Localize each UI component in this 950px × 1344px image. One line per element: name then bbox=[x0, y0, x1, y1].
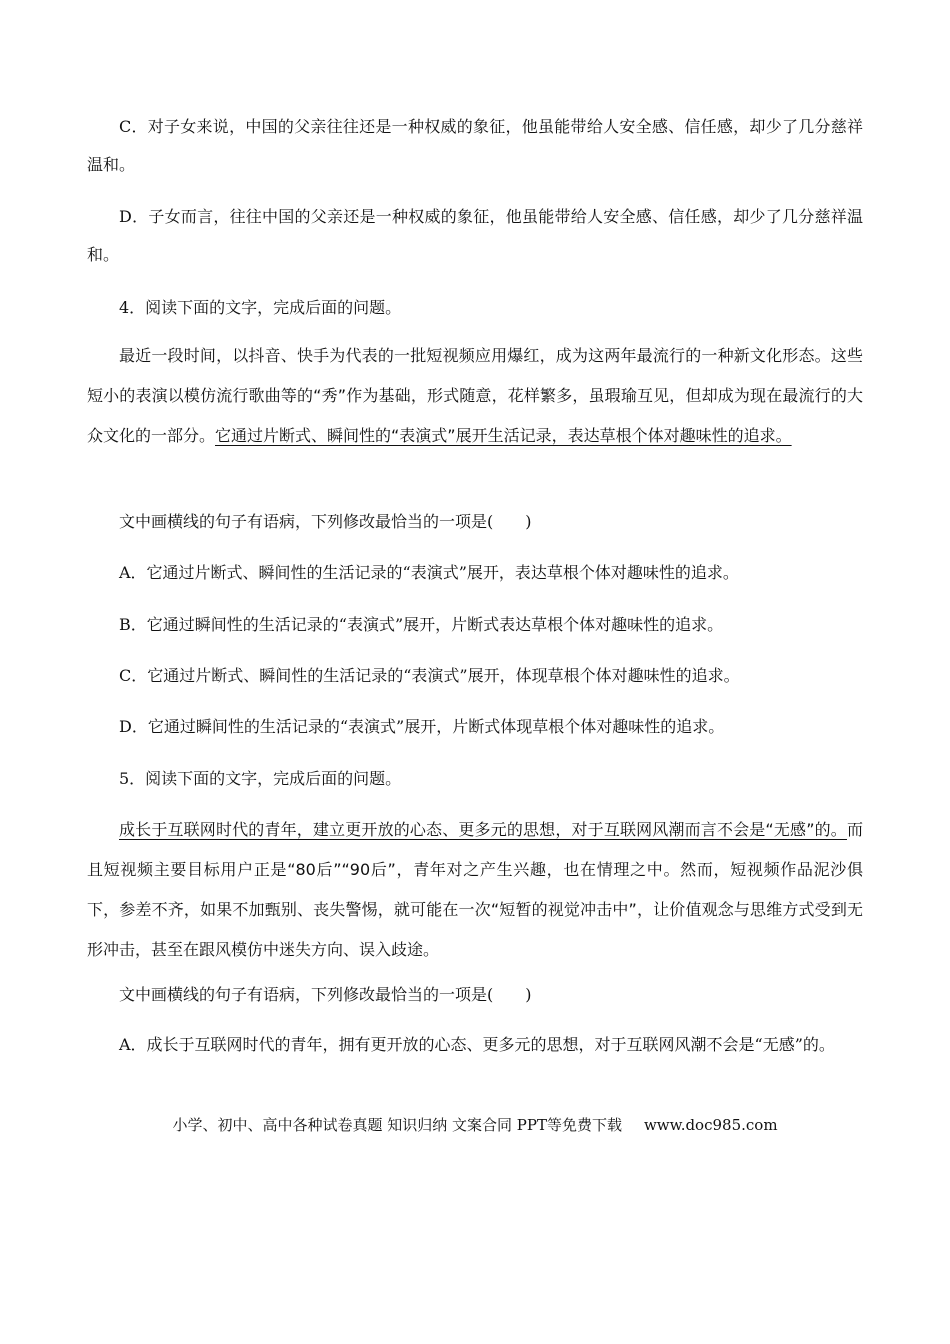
q4-stem: 4．阅读下面的文字，完成后面的问题。 bbox=[119, 298, 402, 317]
q4-underlined-sentence: 它通过片断式、瞬间性的“表演式”展开生活记录，表达草根个体对趣味性的追求。 bbox=[215, 426, 792, 445]
q4-option-d: D．它通过瞬间性的生活记录的“表演式”展开，片断式体现草根个体对趣味性的追求。 bbox=[119, 717, 725, 736]
q4-passage bbox=[87, 336, 863, 456]
q3-option-d: D．子女而言，往往中国的父亲还是一种权威的象征，他虽能带给人安全感、信任感，却少了几分慈祥温和。 bbox=[87, 207, 863, 264]
q4-option-c: C．它通过片断式、瞬间性的生活记录的“表演式”展开，体现草根个体对趣味性的追求。 bbox=[119, 666, 740, 685]
q4-option-a: A．它通过片断式、瞬间性的生活记录的“表演式”展开，表达草根个体对趣味性的追求。 bbox=[119, 563, 739, 582]
footer-url[interactable]: www.doc985.com bbox=[643, 1116, 778, 1134]
q5-stem: 5．阅读下面的文字，完成后面的问题。 bbox=[119, 769, 402, 788]
q4-option-b: B．它通过瞬间性的生活记录的“表演式”展开，片断式表达草根个体对趣味性的追求。 bbox=[119, 615, 724, 634]
q5-option-a: A．成长于互联网时代的青年，拥有更开放的心态、更多元的思想，对于互联网风潮不会是“无感”的。 bbox=[119, 1035, 835, 1054]
q4-passage-text: 最近一段时间，以抖音、快手为代表的一批短视频应用爆红，成为这两年最流行的一种新文化形态。这些短小的表演以模仿流行歌曲等的“秀”作为基础，形式随意，花样繁多，虽瑕瑜互见，但却成为现在最流行的大众文化的一部分。 bbox=[87, 346, 863, 445]
q5-underlined-sentence: 成长于互联网时代的青年，建立更开放的心态、更多元的思想，对于互联网风潮而言不会是“无感”的。 bbox=[119, 820, 847, 839]
q3-option-c: C．对子女来说，中国的父亲往往还是一种权威的象征，他虽能带给人安全感、信任感，却少了几分慈祥温和。 bbox=[87, 117, 863, 174]
page-footer bbox=[0, 1112, 950, 1138]
q5-passage-text: 而且短视频主要目标用户正是“80后”“90后”，青年对之产生兴趣，也在情理之中。然而，短视频作品泥沙俱下，参差不齐，如果不加甄别、丧失警惕，就可能在一次“短暂的视觉冲击中”，让价值观念与思维方式受到无形冲击，甚至在跟风模仿中迷失方向、误入歧途。 bbox=[87, 820, 863, 959]
q5-passage bbox=[87, 810, 863, 970]
q4-prompt: 文中画横线的句子有语病，下列修改最恰当的一项是( ) bbox=[119, 512, 532, 531]
footer-text: 小学、初中、高中各种试卷真题 知识归纳 文案合同 PPT等免费下载 bbox=[172, 1116, 622, 1134]
q5-prompt: 文中画横线的句子有语病，下列修改最恰当的一项是( ) bbox=[119, 985, 532, 1004]
